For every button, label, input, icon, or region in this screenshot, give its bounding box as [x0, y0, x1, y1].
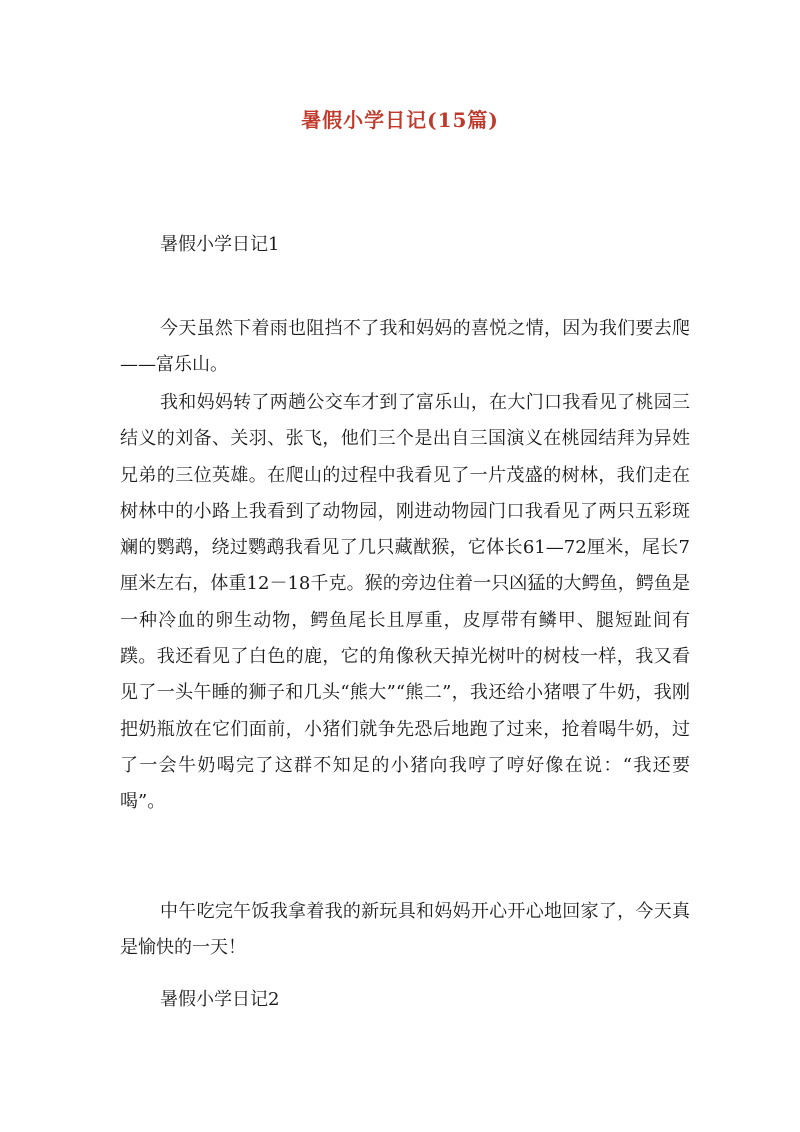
- document-title: 暑假小学日记(15篇): [301, 108, 499, 132]
- paragraph-2: 我和妈妈转了两趟公交车才到了富乐山，在大门口我看见了桃园三结义的刘备、关羽、张飞，他们三个是出自三国演义在桃园结拜为异姓兄弟的三位英雄。在爬山的过程中我看见了一片茂盛的树林，我们走在树林中的小路上我看到了动物园，刚进动物园门口我看见了两只五彩斑斓的鹦鹉，绕过鹦鹉我看见了几只藏猷猴，它体长61—72厘米，尾长7厘米左右，体重12－18千克。猴的旁边住着一只凶猛的大鳄鱼，鳄鱼是一种冷血的卵生动物，鳄鱼尾长且厚重，皮厚带有鳞甲、腿短趾间有蹼。我还看见了白色的鹿，它的角像秋天掉光树叶的树枝一样，我又看见了一头午睡的狮子和几头“熊大”“熊二”，我还给小猪喂了牛奶，我刚把奶瓶放在它们面前，小猪们就争先恐后地跑了过来，抢着喝牛奶，过了一会牛奶喝完了这群不知足的小猪向我哼了哼好像在说：“我还要喝”。: [120, 392, 690, 813]
- section-heading-1: 暑假小学日记1: [160, 234, 280, 255]
- paragraph-1: 今天虽然下着雨也阻挡不了我和妈妈的喜悦之情，因为我们要去爬——富乐山。: [120, 318, 690, 376]
- section-heading-2: 暑假小学日记2: [160, 989, 280, 1010]
- paragraph-3: 中午吃完午饭我拿着我的新玩具和妈妈开心开心地回家了，今天真是愉快的一天！: [120, 901, 690, 959]
